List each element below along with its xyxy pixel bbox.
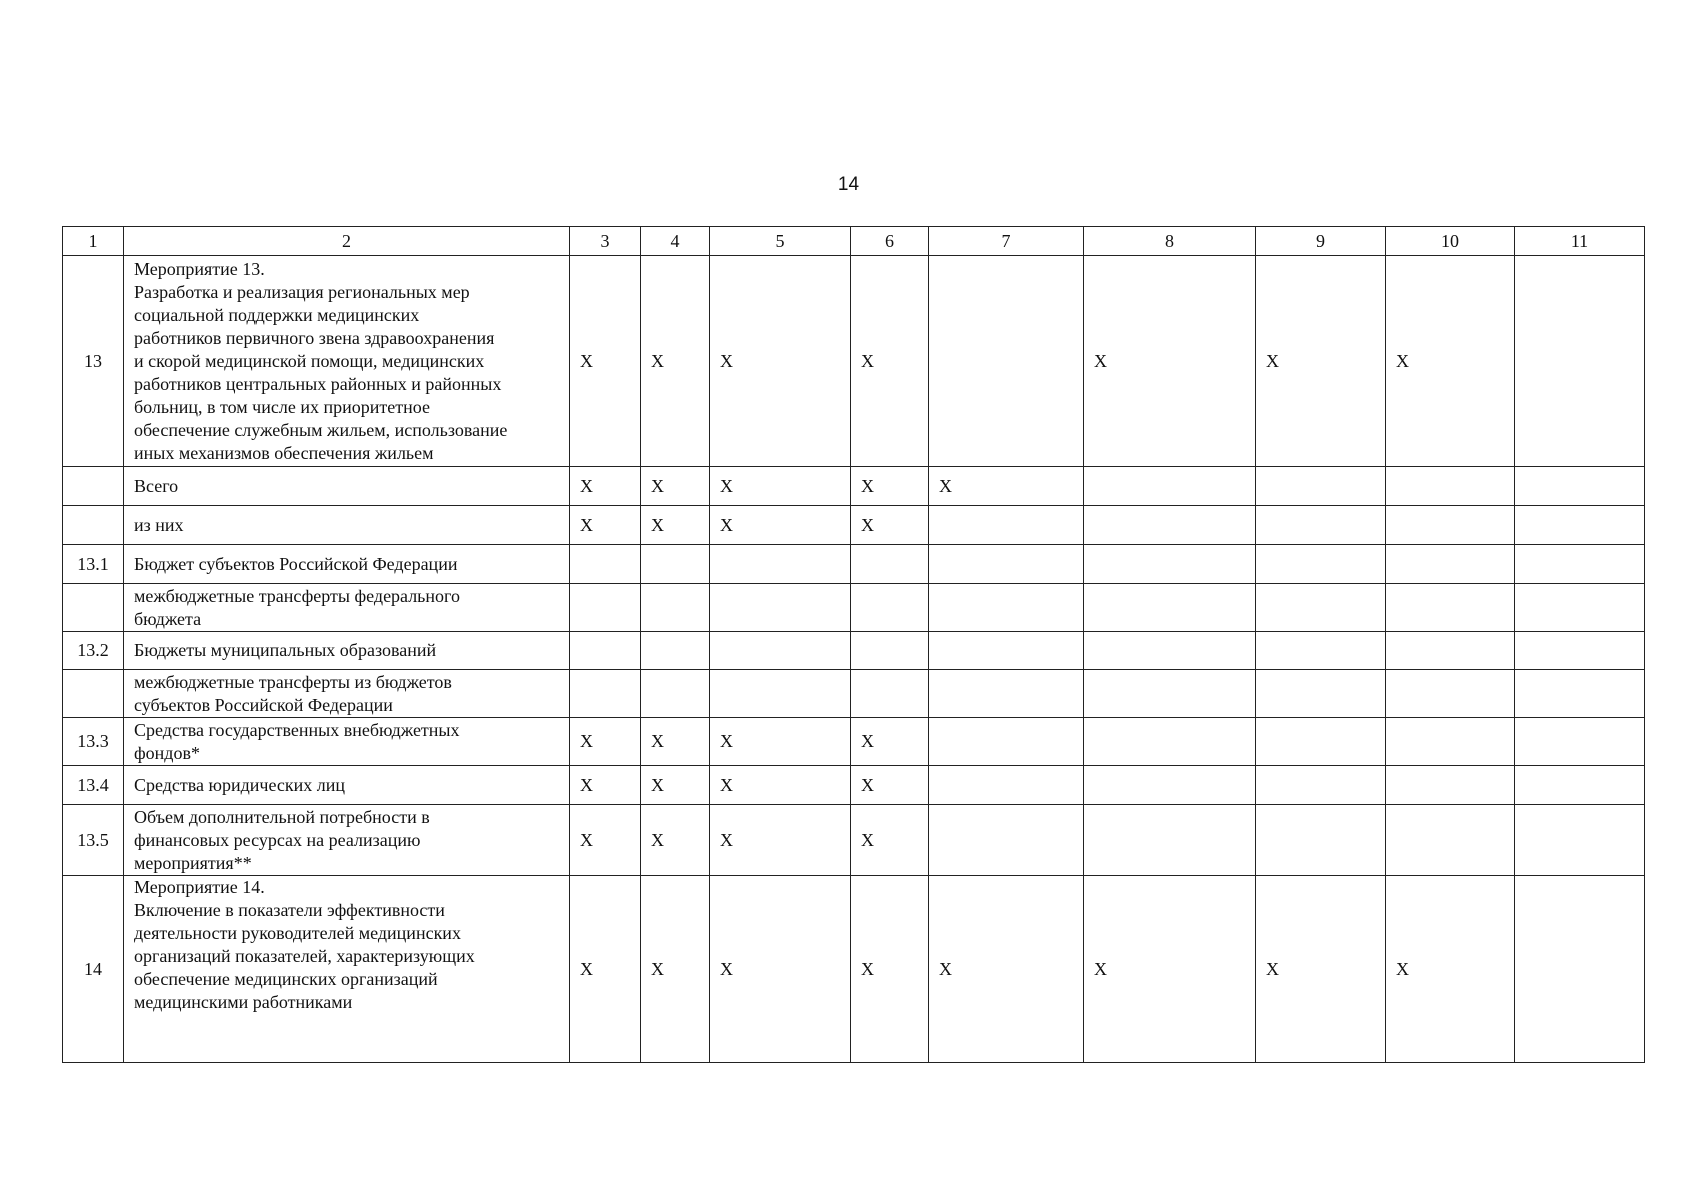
- row-number: 13.5: [63, 805, 124, 876]
- column-header: 1: [63, 227, 124, 256]
- row-number: 13.1: [63, 545, 124, 584]
- cell-mark: [1256, 718, 1386, 766]
- column-header: 3: [570, 227, 641, 256]
- cell-mark: [1515, 670, 1645, 718]
- cell-mark: X: [570, 718, 641, 766]
- cell-mark: [1515, 256, 1645, 467]
- cell-mark: X: [851, 805, 929, 876]
- cell-mark: [1084, 506, 1256, 545]
- row-name: [124, 256, 570, 467]
- cell-mark: [1386, 670, 1515, 718]
- table-header-row: [63, 227, 1645, 256]
- table-row: [63, 506, 1645, 545]
- cell-mark: X: [641, 506, 710, 545]
- cell-mark: X: [641, 766, 710, 805]
- table-row: [63, 805, 1645, 876]
- cell-mark: X: [641, 467, 710, 506]
- cell-mark: [570, 584, 641, 632]
- row-name: [124, 805, 570, 876]
- cell-mark: [1256, 584, 1386, 632]
- row-name: [124, 876, 570, 1063]
- cell-mark: X: [710, 876, 851, 1063]
- row-name-text: межбюджетные трансферты из бюджетов субъектов Российской Федерации: [134, 671, 452, 715]
- row-name-text: Бюджеты муниципальных образований: [134, 640, 437, 660]
- cell-mark: [929, 506, 1084, 545]
- cell-mark: X: [851, 876, 929, 1063]
- cell-mark: X: [570, 876, 641, 1063]
- cell-mark: [929, 632, 1084, 670]
- cell-mark: [710, 545, 851, 584]
- cell-mark: [1256, 670, 1386, 718]
- cell-mark: [1256, 545, 1386, 584]
- row-name-text: Всего: [134, 475, 179, 496]
- row-name: [124, 766, 570, 805]
- column-header: 6: [851, 227, 929, 256]
- row-name-text: Бюджет субъектов Российской Федерации: [134, 553, 458, 574]
- cell-mark: [1084, 805, 1256, 876]
- row-number: [63, 584, 124, 632]
- cell-mark: X: [641, 718, 710, 766]
- cell-mark: [1084, 632, 1256, 670]
- cell-mark: [1386, 766, 1515, 805]
- cell-mark: [1386, 545, 1515, 584]
- cell-mark: [1515, 545, 1645, 584]
- cell-mark: X: [929, 467, 1084, 506]
- column-header: 10: [1386, 227, 1515, 256]
- column-header: 5: [710, 227, 851, 256]
- row-number: [63, 670, 124, 718]
- column-header: 7: [929, 227, 1084, 256]
- cell-mark: X: [851, 467, 929, 506]
- cell-mark: [929, 256, 1084, 467]
- row-name: [124, 670, 570, 718]
- cell-mark: [1256, 506, 1386, 545]
- cell-mark: X: [570, 766, 641, 805]
- cell-mark: [1256, 467, 1386, 506]
- cell-mark: [1515, 632, 1645, 670]
- cell-mark: X: [641, 805, 710, 876]
- cell-mark: [1515, 766, 1645, 805]
- cell-mark: [1084, 718, 1256, 766]
- cell-mark: [1084, 584, 1256, 632]
- row-number: 13: [63, 256, 124, 467]
- cell-mark: [1515, 506, 1645, 545]
- cell-mark: X: [851, 718, 929, 766]
- cell-mark: X: [851, 256, 929, 467]
- cell-mark: [570, 545, 641, 584]
- cell-mark: [1084, 467, 1256, 506]
- table-row: [63, 718, 1645, 766]
- column-header: 11: [1515, 227, 1645, 256]
- cell-mark: [851, 670, 929, 718]
- cell-mark: X: [851, 506, 929, 545]
- cell-mark: X: [1386, 876, 1515, 1063]
- table-row: [63, 876, 1645, 1063]
- cell-mark: [710, 670, 851, 718]
- row-number: 13.3: [63, 718, 124, 766]
- row-name-text: межбюджетные трансферты федерального бюджета: [134, 585, 460, 629]
- row-number: [63, 467, 124, 506]
- row-name-text: Средства государственных внебюджетных фондов*: [134, 719, 460, 763]
- cell-mark: [851, 584, 929, 632]
- row-name-text: Мероприятие 13. Разработка и реализация региональных мер социальной поддержки медицинских работников первичного звена здравоохранения и скорой медицинской помощи, медицинских работников центральных районных и районных больниц, в том числе их приоритетное обеспечение служебным жильем, использование иных механизмов обеспечения жильем: [134, 258, 508, 463]
- cell-mark: [1256, 766, 1386, 805]
- row-number: 13.4: [63, 766, 124, 805]
- table-row: [63, 584, 1645, 632]
- table-row: [63, 670, 1645, 718]
- cell-mark: [1386, 584, 1515, 632]
- cell-mark: X: [641, 876, 710, 1063]
- table-row: [63, 256, 1645, 467]
- cell-mark: [710, 584, 851, 632]
- cell-mark: X: [570, 467, 641, 506]
- cell-mark: [1515, 805, 1645, 876]
- cell-mark: [641, 670, 710, 718]
- row-number: [63, 506, 124, 545]
- cell-mark: [1386, 632, 1515, 670]
- row-name: [124, 584, 570, 632]
- column-header: 2: [124, 227, 570, 256]
- cell-mark: X: [710, 805, 851, 876]
- row-name-text: Средства юридических лиц: [134, 774, 345, 795]
- row-name: [124, 632, 570, 670]
- financing-table: [62, 226, 1645, 1063]
- row-number: 13.2: [63, 632, 124, 670]
- cell-mark: [570, 632, 641, 670]
- cell-mark: X: [641, 256, 710, 467]
- row-name-text: из них: [134, 514, 184, 535]
- row-name: [124, 506, 570, 545]
- column-header: 9: [1256, 227, 1386, 256]
- cell-mark: [710, 632, 851, 670]
- row-name-text: Объем дополнительной потребности в финансовых ресурсах на реализацию мероприятия**: [134, 806, 430, 873]
- cell-mark: X: [710, 766, 851, 805]
- row-number: 14: [63, 876, 124, 1063]
- cell-mark: X: [570, 805, 641, 876]
- cell-mark: X: [710, 256, 851, 467]
- cell-mark: X: [1084, 256, 1256, 467]
- column-header: 4: [641, 227, 710, 256]
- cell-mark: [1386, 718, 1515, 766]
- row-name: [124, 467, 570, 506]
- table-row: [63, 766, 1645, 805]
- cell-mark: [641, 632, 710, 670]
- cell-mark: [851, 545, 929, 584]
- cell-mark: X: [710, 506, 851, 545]
- column-header: 8: [1084, 227, 1256, 256]
- cell-mark: [1515, 718, 1645, 766]
- cell-mark: X: [710, 467, 851, 506]
- cell-mark: [1084, 545, 1256, 584]
- table-row: [63, 467, 1645, 506]
- cell-mark: [929, 584, 1084, 632]
- cell-mark: [929, 805, 1084, 876]
- cell-mark: [929, 718, 1084, 766]
- cell-mark: [570, 670, 641, 718]
- table-row: [63, 632, 1645, 670]
- cell-mark: [1515, 467, 1645, 506]
- cell-mark: X: [851, 766, 929, 805]
- page-number: 14: [837, 174, 860, 195]
- table-row: [63, 545, 1645, 584]
- cell-mark: [641, 545, 710, 584]
- cell-mark: X: [1256, 256, 1386, 467]
- row-name-text: Мероприятие 14. Включение в показатели эффективности деятельности руководителей медицинских организаций показателей, характеризующих обеспечение медицинских организаций медицинскими работниками: [134, 877, 475, 1012]
- cell-mark: [1256, 632, 1386, 670]
- cell-mark: X: [710, 718, 851, 766]
- cell-mark: [1386, 805, 1515, 876]
- cell-mark: [929, 766, 1084, 805]
- cell-mark: X: [1084, 876, 1256, 1063]
- cell-mark: X: [570, 256, 641, 467]
- cell-mark: [1256, 805, 1386, 876]
- cell-mark: [929, 545, 1084, 584]
- cell-mark: [1386, 506, 1515, 545]
- cell-mark: [851, 632, 929, 670]
- cell-mark: [1515, 876, 1645, 1063]
- cell-mark: X: [1386, 256, 1515, 467]
- cell-mark: X: [929, 876, 1084, 1063]
- cell-mark: [1084, 670, 1256, 718]
- cell-mark: X: [1256, 876, 1386, 1063]
- cell-mark: [1515, 584, 1645, 632]
- row-name: [124, 545, 570, 584]
- cell-mark: [1084, 766, 1256, 805]
- cell-mark: [1386, 467, 1515, 506]
- cell-mark: [929, 670, 1084, 718]
- row-name: [124, 718, 570, 766]
- cell-mark: X: [570, 506, 641, 545]
- cell-mark: [641, 584, 710, 632]
